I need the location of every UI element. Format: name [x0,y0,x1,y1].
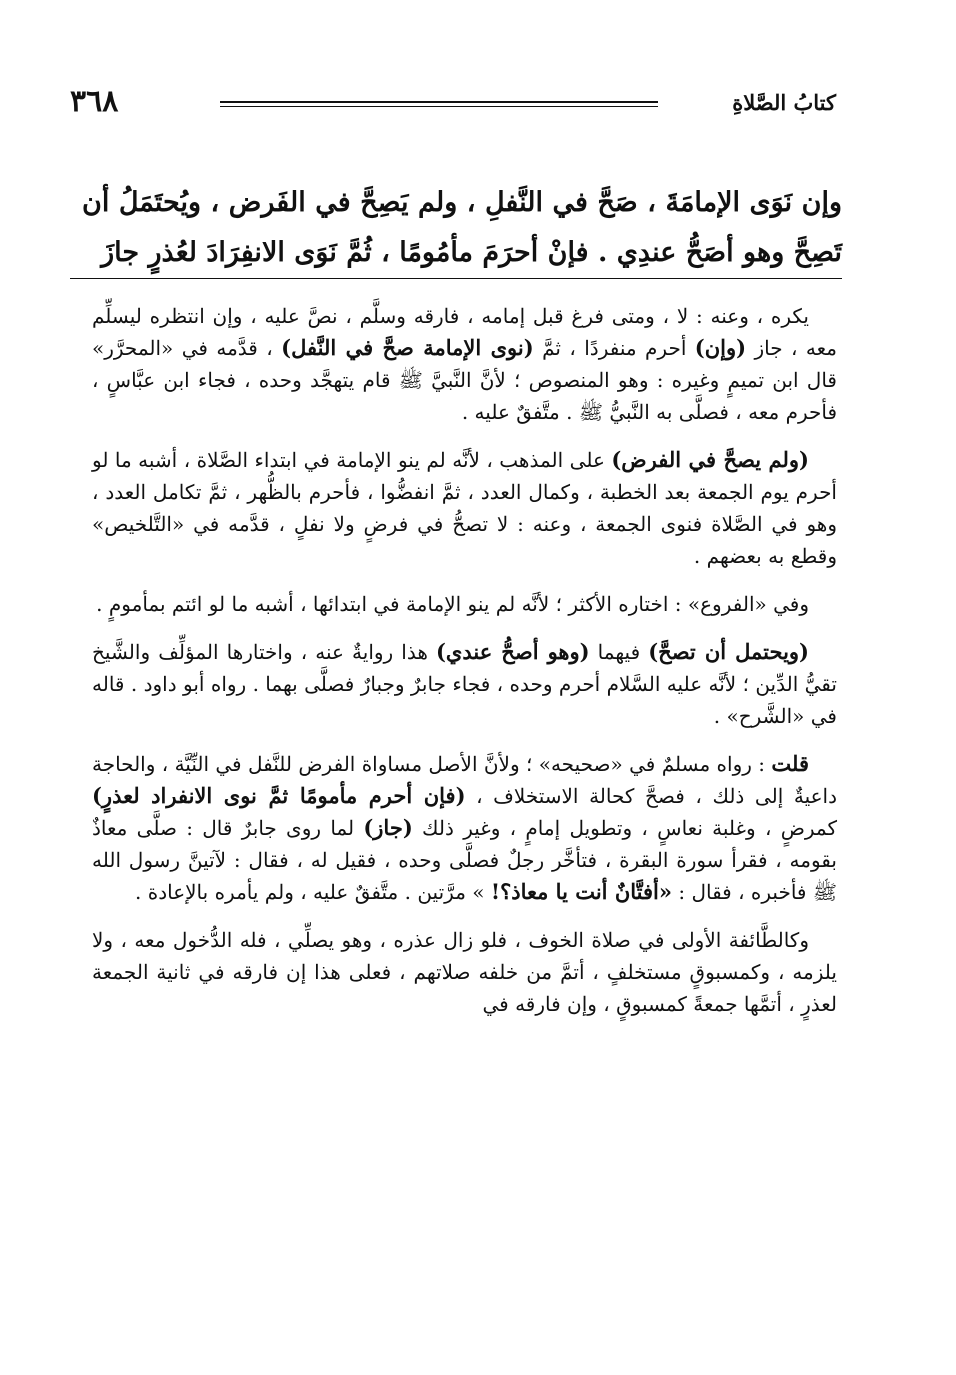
text-run: » مرَّتين . متَّفقٌ عليه ، ولم يأمره بالإعادة . [135,880,491,904]
bold-quote: (فإن أحرم مأمومًا ثمَّ نوى الانفراد لعذرٍ) [92,783,466,808]
text-run: كمرضٍ ، وغلبة نعاسٍ ، وتطويل إمامٍ ، وغير ذلك [412,816,837,840]
commentary-paragraph [92,636,837,732]
matn-divider [70,278,842,279]
commentary-paragraph [92,924,837,1020]
text-run: يكره ، وعنه : لا ، ومتى فرغ قبل إمامه ، فارقه وسلَّم ، نصَّ عليه ، وإن انتظره ليسلِّم معه ، جاز [92,304,837,360]
matn-line-2: تَصِحَّ وهو أصَحُّ عندِي . فإنْ أحرَمَ مأمُومًا ، ثُمَّ نَوَى الانفِرَادَ لعُذرٍ جازَ [101,237,842,268]
bold-quote: «أفتَّانٌ أنت يا معاذ؟! [490,879,672,904]
bold-quote: (ولم يصحَّ في الفرض) [611,447,809,472]
text-run: أحرم منفردًا ، ثمَّ [533,336,695,360]
page-number: ٣٦٨ [70,84,119,119]
text-run: على المذهب ، لأنَّه لم ينو الإمامة في ابتداء الصَّلاة ، أشبه ما لو أحرم يوم الجمعة بعد الخطبة ، وكمال العدد ، ثمَّ انفضُّوا ، فأحرم بالظُّهر ، ثمَّ تكامل العدد ، وهو في الصَّلاة فنوى الجمعة ، وعنه : لا تصحُّ في فرضٍ ولا نفلٍ ، قدَّمه في «التَّلخيص» وقطع به بعضهم . [92,448,837,568]
commentary-paragraph [92,300,837,428]
bold-quote: (جاز) [363,815,413,840]
commentary-paragraph [92,748,837,908]
bold-quote: (نوى الإمامة صحَّ في النَّفل) [281,335,534,360]
text-run: فيهما [589,640,649,664]
bold-quote: (وهو أصحُّ عندي) [436,639,590,664]
matn-text [82,178,842,278]
bold-quote: (ويحتمل أن تصحَّ) [648,639,809,664]
commentary-paragraph [92,444,837,572]
bold-quote: قلت [771,751,809,776]
running-title: كتابُ الصَّلاةِ [732,90,836,115]
text-run: ، قدَّمه في «المحرَّر» قال ابن تميمٍ وغيره : وهو المنصوص ؛ لأنَّ النَّبيَّ ﷺ قام يتهجَّد وحده ، فجاء ابن عبَّاسٍ ، فأحرم معه ، فصلَّى به النَّبيُّ ﷺ . متَّفقٌ عليه . [92,336,837,424]
matn-line-1: وإن نَوَى الإمامَةَ ، صَحَّ في النَّفلِ ، ولم يَصِحَّ في الفَرض ، ويُحتَمَلُ أن [82,187,842,218]
page-header [70,84,836,124]
bold-quote: (وإن) [694,335,747,360]
commentary-paragraph [92,588,837,620]
text-run: وفي «الفروع» : اختاره الأكثر ؛ لأنَّه لم ينو الإمامة في ابتدائها ، أشبه ما لو ائتم بمأمومٍ . [96,592,809,616]
text-run: هذا روايةٌ عنه ، واختارها المؤلِّف والشَّيخ تقيُّ الدِّين ؛ لأنَّه عليه السَّلام أحرم وحده ، فجاء جابرٌ وجبارٌ فصلَّى بهما . رواه أبو داود . قاله في «الشَّرح» . [92,640,837,728]
text-run: وكالطَّائفة الأولى في صلاة الخوف ، فلو زال عذره ، وهو يصلِّي ، فله الدُّخول معه ، ولا يلزمه ، وكمسبوقٍ مستخلفٍ ، أتمَّ من خلفه صلاتهم ، فعلى هذا إن فارقه في ثانية الجمعة لعذرٍ ، أتمَّها جمعةً كمسبوقٍ ، وإن فارقه في [92,928,837,1016]
text-run: : رواه مسلمٌ في «صحيحه» ؛ ولأنَّ الأصل مساواة الفرض للنَّفل في النِّيَّة ، والحاجة داعيةٌ إلى ذلك ، فصحَّ كحالة الاستخلاف ، [92,752,837,808]
commentary [92,300,837,1036]
header-rule [220,101,658,103]
text-run: لما روى جابرٌ قال : صلَّى معاذٌ بقومه ، فقرأ سورة البقرة ، فتأخَّر رجلٌ فصلَّى وحده ، فقيل له ، فقال : لآتينَّ رسول الله ﷺ فأخبره ، فقال : [92,816,837,904]
